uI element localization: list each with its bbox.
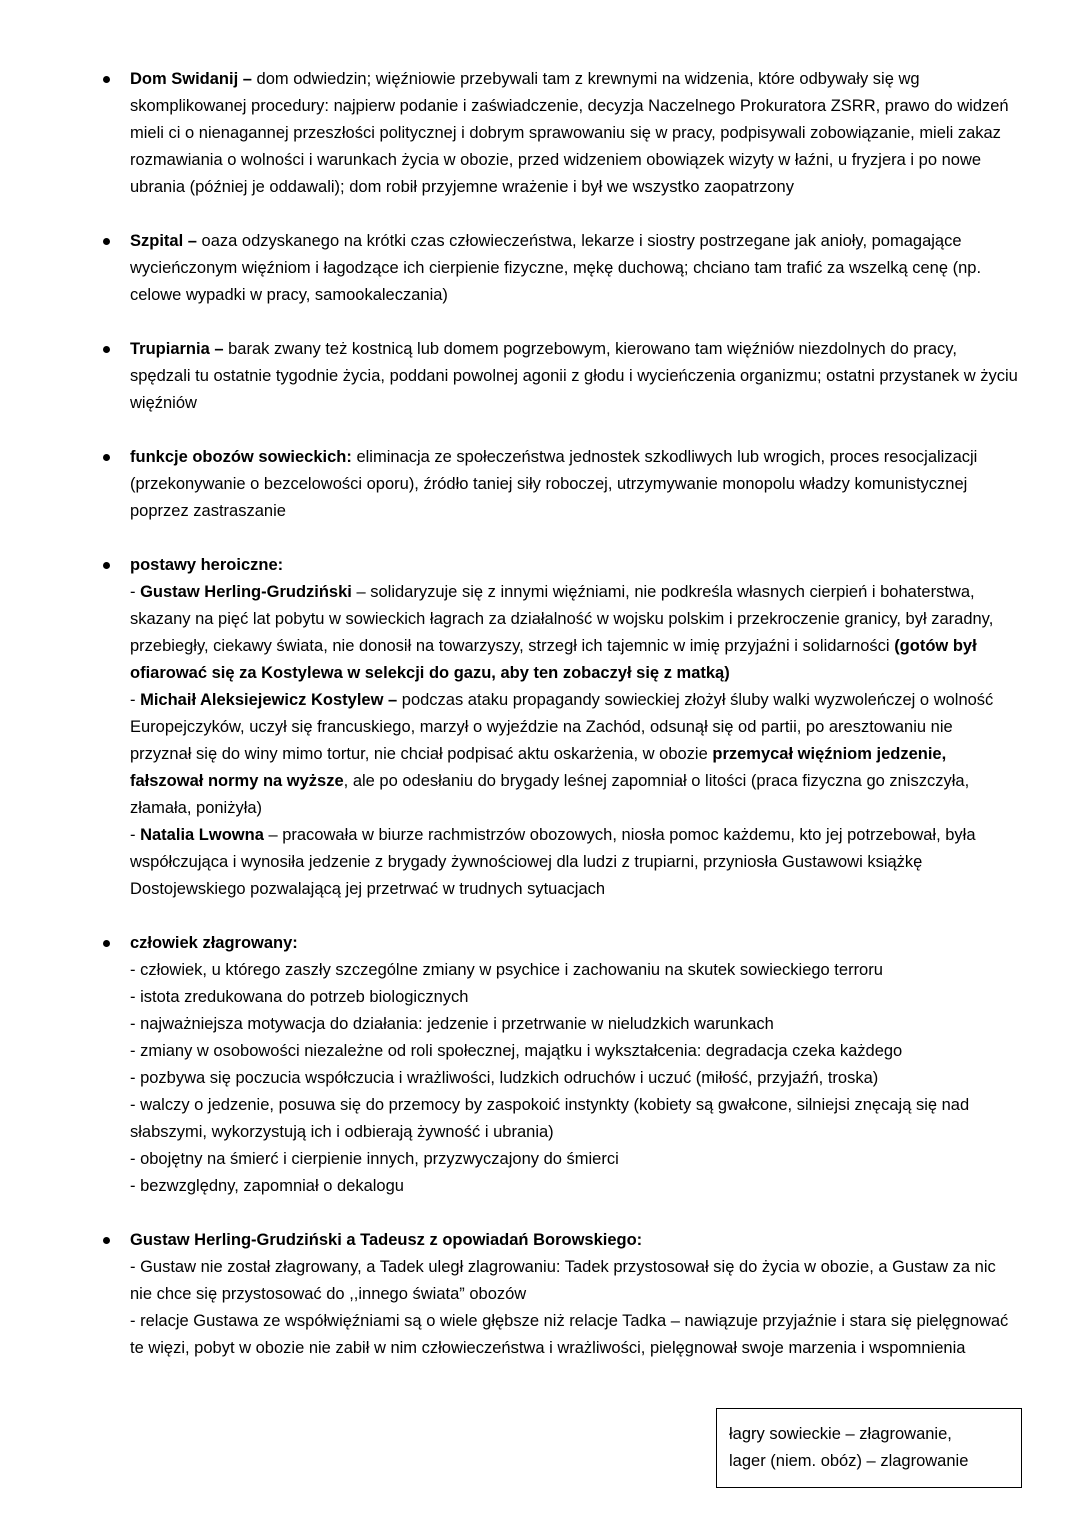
bullet-item	[130, 552, 1018, 903]
text-segment: - pozbywa się poczucia współczucia i wrażliwości, ludzkich odruchów i uczuć (miłość, przyjaźń, troska)	[130, 1069, 879, 1087]
text-segment-bold: funkcje obozów sowieckich:	[130, 448, 357, 466]
bullet-item	[130, 66, 1018, 201]
bullet-item	[130, 444, 1018, 525]
text-segment: podczas ataku propagandy sowieckiej złożył śluby walki wyzwoleńczej o wolność Europejczyków, uczył się francuskiego, marzył o wyjeździe na Zachód, odsunął się od partii, po aresztowaniu nie przyznał się do winy mimo tortur, nie chciał podpisać aktu oskarżenia, w obozie	[130, 691, 994, 763]
paragraph	[130, 822, 1018, 903]
bullet-list	[130, 66, 1018, 1362]
text-segment: - zmiany w osobowości niezależne od roli społecznej, majątku i wykształcenia: degradacja czeka każdego	[130, 1042, 903, 1060]
paragraph	[130, 930, 1018, 957]
bullet-item	[130, 930, 1018, 1200]
text-segment-bold: Natalia Lwowna	[140, 826, 269, 844]
paragraph	[130, 1038, 1018, 1065]
paragraph	[130, 336, 1018, 417]
text-segment-bold: Michaił Aleksiejewicz Kostylew –	[140, 691, 402, 709]
paragraph	[130, 1065, 1018, 1092]
note-box	[716, 1408, 1022, 1488]
paragraph	[130, 1227, 1018, 1254]
text-segment-bold: Gustaw Herling-Grudziński a Tadeusz z opowiadań Borowskiego:	[130, 1231, 643, 1249]
bullet-item	[130, 1227, 1018, 1362]
text-segment: – pracowała w biurze rachmistrzów obozowych, niosła pomoc każdemu, kto jej potrzebował, była współczująca i wynosiła jedzenie z brygady żywnościowej dla ludzi z trupiarni, przyniosła Gustawowi książkę Dostojewskiego pozwalającą jej przetrwać w trudnych sytuacjach	[130, 826, 976, 898]
text-segment: - obojętny na śmierć i cierpienie innych, przyzwyczajony do śmierci	[130, 1150, 619, 1168]
paragraph	[130, 1092, 1018, 1146]
document-content	[130, 66, 1018, 1389]
paragraph	[130, 957, 1018, 984]
note-line: łagry sowieckie – złagrowanie,	[729, 1425, 952, 1443]
text-segment: -	[130, 691, 141, 709]
bullet-item	[130, 228, 1018, 309]
paragraph	[130, 552, 1018, 579]
text-segment: - istota zredukowana do potrzeb biologicznych	[130, 988, 469, 1006]
text-segment: barak zwany też kostnicą lub domem pogrzebowym, kierowano tam więźniów niezdolnych do pracy, spędzali tu ostatnie tygodnie życia, poddani powolnej agonii z głodu i wycieńczenia organizmu; ostatni przystanek w życiu więźniów	[130, 340, 1018, 412]
paragraph	[130, 1173, 1018, 1200]
text-segment-bold: postawy heroiczne:	[130, 556, 284, 574]
text-segment-bold: Gustaw Herling-Grudziński	[140, 583, 357, 601]
text-segment-bold: Szpital –	[130, 232, 202, 250]
text-segment-bold: człowiek złagrowany:	[130, 934, 298, 952]
paragraph	[130, 1011, 1018, 1038]
text-segment: - relacje Gustawa ze współwięźniami są o wiele głębsze niż relacje Tadka – nawiązuje przyjaźnie i stara się pielęgnować te więzi, pobyt w obozie nie zabił w nim człowieczeństwa i wrażliwości, pielęgnował swoje marzenia i wspomnienia	[130, 1312, 1009, 1357]
text-segment: eliminacja ze społeczeństwa jednostek szkodliwych lub wrogich, proces resocjalizacji (przekonywanie o bezcelowości oporu), źródło taniej siły roboczej, utrzymywanie monopolu władzy komunistycznej poprzez zastraszanie	[130, 448, 978, 520]
text-segment: - najważniejsza motywacja do działania: jedzenie i przetrwanie w nieludzkich warunkach	[130, 1015, 774, 1033]
paragraph	[130, 687, 1018, 822]
text-segment: - człowiek, u którego zaszły szczególne zmiany w psychice i zachowaniu na skutek sowieckiego terroru	[130, 961, 883, 979]
paragraph	[130, 1308, 1018, 1362]
text-segment-bold: przemycał więźniom jedzenie, fałszował normy na wyższe	[130, 745, 947, 790]
paragraph	[130, 984, 1018, 1011]
text-segment: - bezwzględny, zapomniał o dekalogu	[130, 1177, 404, 1195]
text-segment: - walczy o jedzenie, posuwa się do przemocy by zaspokoić instynkty (kobiety są gwałcone, silniejsi znęcają się nad słabszymi, wykorzystują ich i odbierają żywność i ubrania)	[130, 1096, 970, 1141]
paragraph	[130, 1146, 1018, 1173]
bullet-item	[130, 336, 1018, 417]
text-segment: -	[130, 826, 141, 844]
paragraph	[130, 1254, 1018, 1308]
text-segment: – solidaryzuje się z innymi więźniami, nie podkreśla własnych cierpień i bohaterstwa, skazany na pięć lat pobytu w sowieckich łagrach za działalność w wojsku polskim i przekroczenie granicy, był zaradny, przebiegły, ciekawy świata, nie donosił na towarzyszy, strzegł ich tajemnic w imię przyjaźni i solidarności	[130, 583, 994, 655]
text-segment-bold: Trupiarnia –	[130, 340, 229, 358]
text-segment: -	[130, 583, 141, 601]
paragraph	[130, 579, 1018, 687]
text-segment: , ale po odesłaniu do brygady leśnej zapomniał o litości (praca fizyczna go zniszczyła, złamała, poniżyła)	[130, 772, 970, 817]
paragraph	[130, 66, 1018, 201]
paragraph	[130, 228, 1018, 309]
text-segment: - Gustaw nie został złagrowany, a Tadek uległ zlagrowaniu: Tadek przystosował się do życia w obozie, a Gustaw za nic nie chce się przystosować do ,,innego świata” obozów	[130, 1258, 996, 1303]
text-segment: oaza odzyskanego na krótki czas człowieczeństwa, lekarze i siostry postrzegane jak anioły, pomagające wycieńczonym więźniom i łagodzące ich cierpienie fizyczne, mękę duchową; chciano tam trafić za wszelką cenę (np. celowe wypadki w pracy, samookaleczania)	[130, 232, 982, 304]
text-segment-bold: (gotów był ofiarować się za Kostylewa w selekcji do gazu, aby ten zobaczył się z matką)	[130, 637, 977, 682]
text-segment-bold: Dom Swidanij –	[130, 70, 257, 88]
text-segment: dom odwiedzin; więźniowie przebywali tam z krewnymi na widzenia, które odbywały się wg skomplikowanej procedury: najpierw podanie i zaświadczenie, decyzja Naczelnego Prokuratora ZSRR, prawo do widzeń mieli ci o nienagannej przeszłości politycznej i dobrym sprawowaniu się w pracy, podpisywali zobowiązanie, mieli zakaz rozmawiania o wolności i warunkach życia w obozie, przed widzeniem obowiązek wizyty w łaźni, u fryzjera i po nowe ubrania (później je oddawali); dom robił przyjemne wrażenie i był we wszystko zaopatrzony	[130, 70, 1009, 196]
note-line: lager (niem. obóz) – zlagrowanie	[729, 1452, 969, 1470]
paragraph	[130, 444, 1018, 525]
